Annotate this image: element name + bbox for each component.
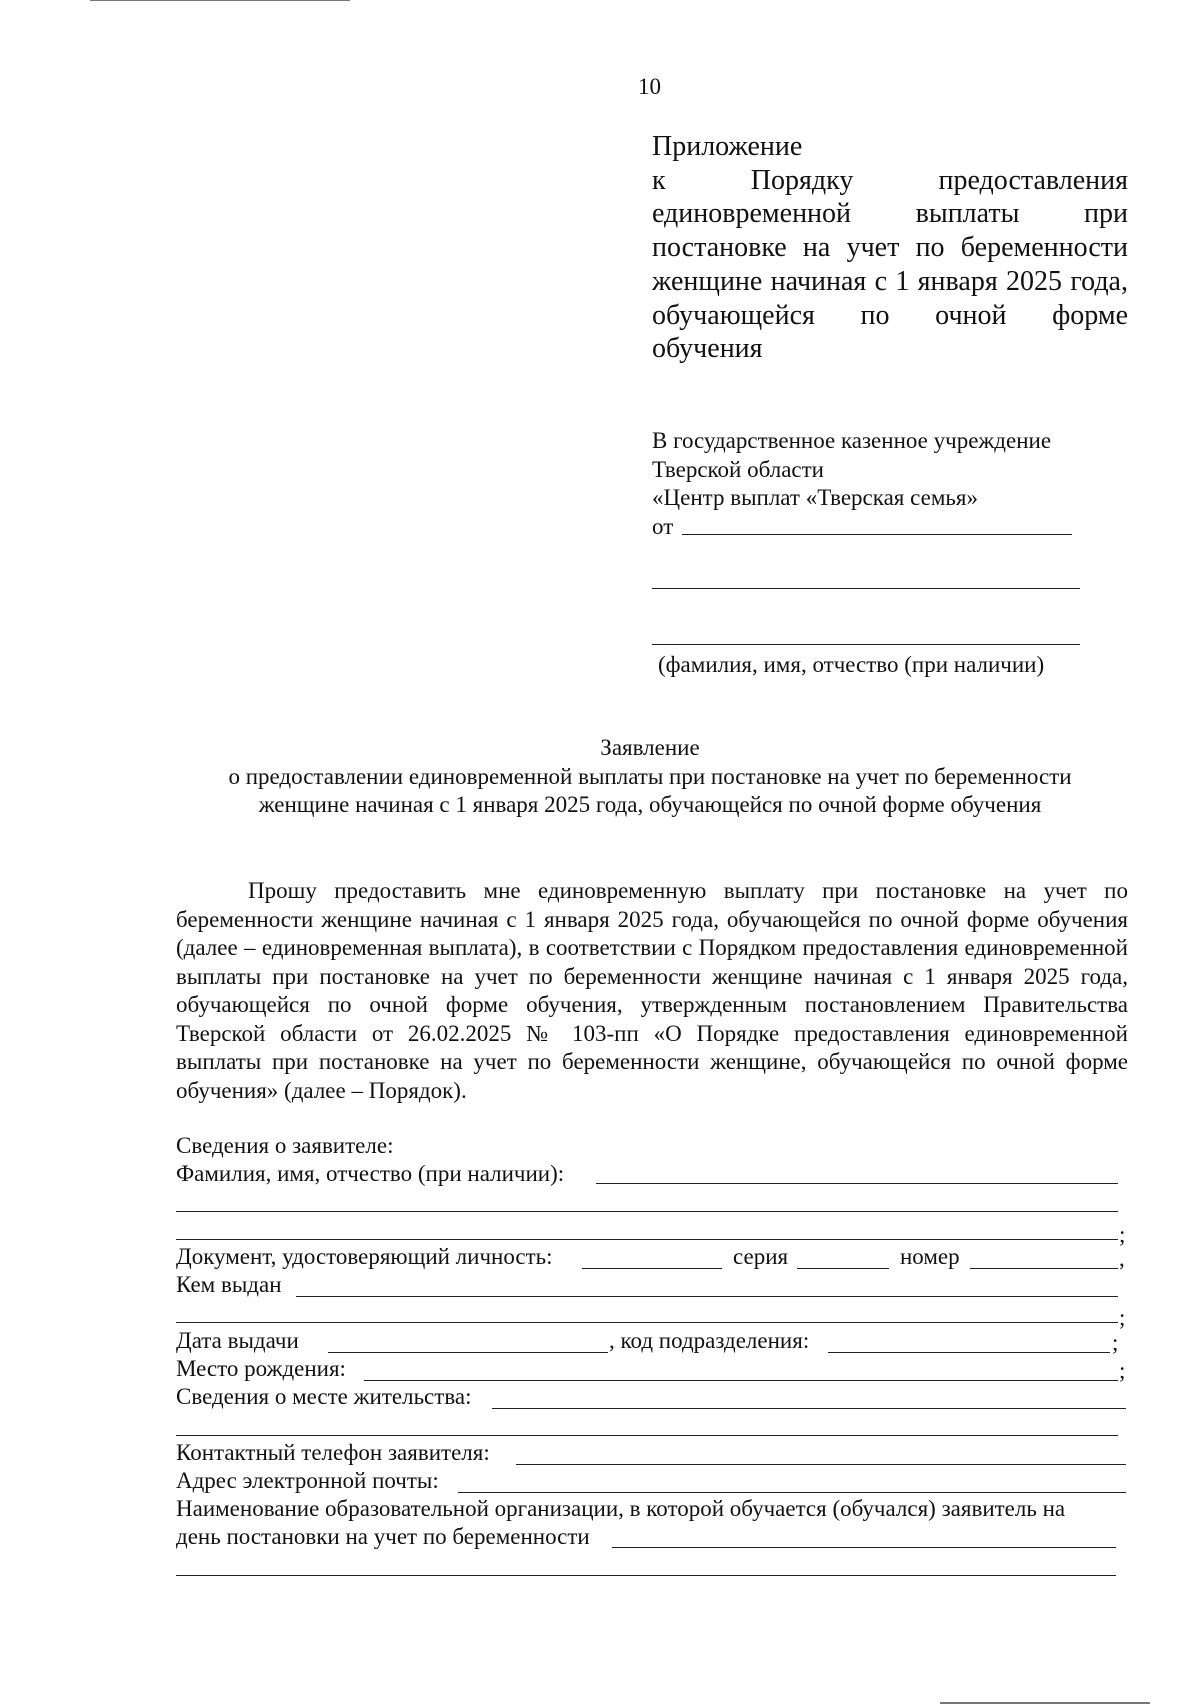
statement-subtitle-1: о предоставлении единовременной выплаты при постановке на учет по беременности xyxy=(228,763,1072,789)
applicant-name-line-2[interactable] xyxy=(652,588,1080,589)
annex-body: к Порядку предоставления единовременной выплаты при постановке на учет по беременности женщине начиная с 1 января 2025 года, обучающейся по очной форме xyxy=(652,164,1128,331)
email-label: Адрес электронной почты: xyxy=(176,1468,439,1493)
residence-line-2[interactable] xyxy=(176,1435,1118,1436)
recipient-from-label: от xyxy=(652,513,674,539)
statement-title: Заявление xyxy=(600,735,700,760)
edu-org-line-2[interactable] xyxy=(176,1575,1116,1576)
fio-semicolon: ; xyxy=(1119,1222,1126,1247)
email-line[interactable] xyxy=(458,1492,1126,1493)
issue-semicolon: ; xyxy=(1112,1330,1119,1355)
fio-label: Фамилия, имя, отчество (при наличии): xyxy=(176,1161,565,1186)
document-number-line[interactable] xyxy=(970,1268,1118,1269)
number-label: номер xyxy=(900,1244,960,1269)
recipient-line-3: «Центр выплат «Тверская семья» xyxy=(652,485,978,510)
birthplace-line[interactable] xyxy=(364,1380,1118,1381)
residence-line[interactable] xyxy=(492,1408,1126,1409)
birthplace-semicolon: ; xyxy=(1119,1358,1126,1383)
applicant-info-title: Сведения о заявителе: xyxy=(176,1133,394,1158)
document-series-type-line[interactable] xyxy=(582,1268,722,1269)
annex-block xyxy=(652,130,1128,366)
id-document-label: Документ, удостоверяющий личность: xyxy=(176,1244,553,1269)
recipient-line-2: Тверской области xyxy=(652,456,824,482)
document-comma: , xyxy=(1119,1246,1125,1271)
statement-body: Прошу предоставить мне единовременную выплату при постановке на учет по беременности женщине начиная с 1 января 2025 года, обучающейся по очной форме обучения (далее – единовременная выплата), в соответствии с Порядком предоставления единовременной выплаты при постановке на учет по беременности женщине начиная с 1 января 2025 года, обучающейся по очной форме обучения, утвержденным постановлением Правительства Тверской области от 26.02.2025 № 103-пп «О Порядке предоставления единовременной выплаты при постановке на учет по беременности женщине, обучающейся по очной форме обучения» (далее – Порядок). xyxy=(176,878,1128,1103)
fio-line-3[interactable] xyxy=(176,1239,1118,1240)
statement-subtitle-2: женщине начиная с 1 января 2025 года, обучающейся по очной форме обучения xyxy=(258,792,1042,817)
division-code-line[interactable] xyxy=(828,1352,1110,1353)
edu-org-line[interactable] xyxy=(612,1547,1116,1548)
series-label: серия xyxy=(733,1244,789,1269)
residence-label: Сведения о месте жительства: xyxy=(176,1384,472,1409)
issue-date-line[interactable] xyxy=(328,1352,608,1353)
issued-by-semicolon: ; xyxy=(1119,1305,1126,1330)
annex-title: Приложение xyxy=(652,131,803,162)
edu-org-label-2: день постановки на учет по беременности xyxy=(176,1524,590,1549)
division-code-label: , код подразделения: xyxy=(609,1328,810,1353)
scan-edge-mark xyxy=(90,0,350,1)
applicant-name-line-3[interactable] xyxy=(652,644,1080,645)
scan-bottom-mark xyxy=(940,1702,1150,1704)
issued-by-label: Кем выдан xyxy=(176,1272,282,1297)
fio-line[interactable] xyxy=(596,1183,1118,1184)
phone-label: Контактный телефон заявителя: xyxy=(176,1440,490,1465)
issued-by-line[interactable] xyxy=(296,1296,1118,1297)
recipient-block xyxy=(652,427,1082,541)
document-series-line[interactable] xyxy=(797,1268,889,1269)
birthplace-label: Место рождения: xyxy=(176,1356,346,1381)
fio-caption: (фамилия, имя, отчество (при наличии) xyxy=(658,652,1045,677)
page-number: 10 xyxy=(638,74,661,99)
edu-org-label-1: Наименование образовательной организации, в которой обучается (обучался) заявитель на xyxy=(176,1496,1066,1521)
statement-heading xyxy=(100,734,1200,820)
issue-date-label: Дата выдачи xyxy=(176,1328,299,1353)
applicant-name-line-1[interactable] xyxy=(682,534,1072,535)
issued-by-line-2[interactable] xyxy=(176,1322,1118,1323)
phone-line[interactable] xyxy=(516,1464,1126,1465)
fio-line-2[interactable] xyxy=(176,1211,1118,1212)
annex-last-line: обучения xyxy=(652,333,763,365)
recipient-line-1: В государственное казенное учреждение xyxy=(652,428,1052,453)
